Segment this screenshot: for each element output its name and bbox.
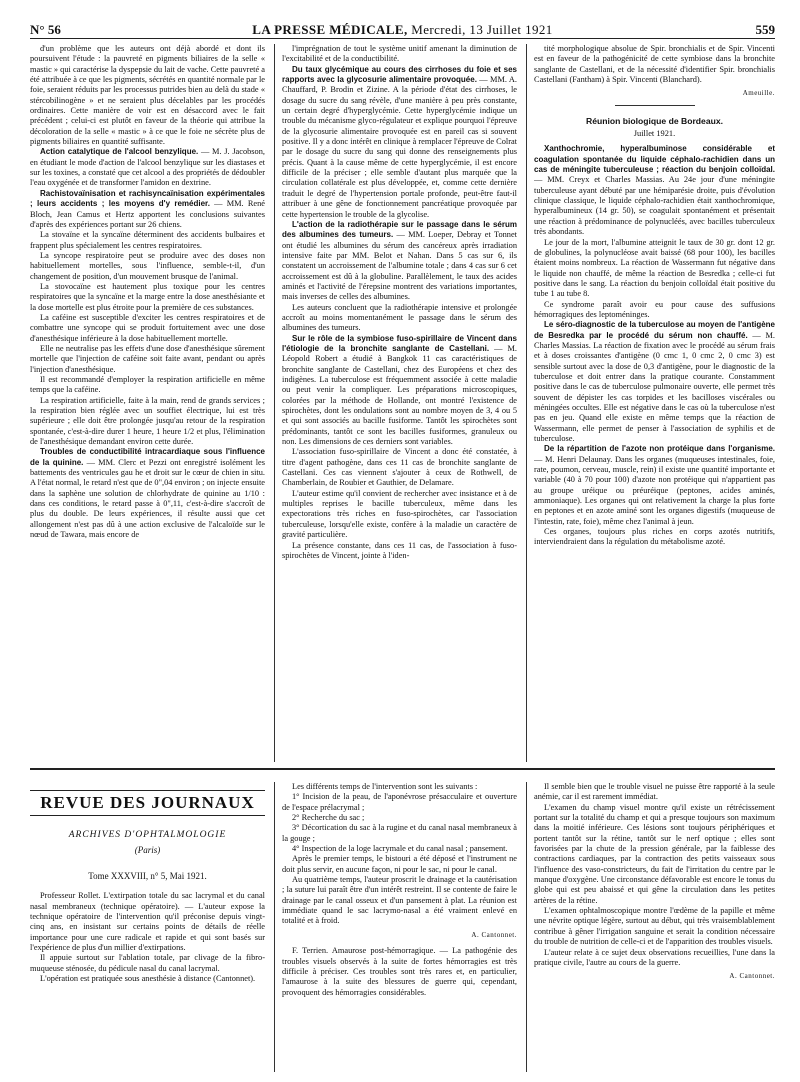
- paragraph-text: — M. Charles Massias. La réaction de fixation avec le procédé au sérum frais et à doses croissantes d'antigène (0 cmc 1, 0 cmc 2, 0 cmc 3) est sensible surtout avec la dose de 0,3 d'antigène, pour le diagnostic de la tuberculose et doit entrer dans la pratique courante. Constamment positive dans le cas de tuberculose pulmonaire ouverte, elle permet très souvent de dépister les cas torpides et les bacilloses viscérales ou méningées occultes. Elle est négative dans le cas où la tuberculose n'est pas en jeu. Quand elle existe en même temps que la réaction de Wassermann, elle permet de penser à l'association de syphilis et de tuberculose.: [534, 330, 775, 444]
- paragraph: [282, 303, 517, 334]
- paragraph-text: Après le premier temps, le bistouri a été déposé et l'instrument ne doit plus servir, en aucune façon, ni pour le sac, ni pour le canal.: [282, 854, 517, 874]
- section-rule: [30, 768, 775, 770]
- paragraph: [282, 782, 517, 792]
- paragraph-text: Elle ne neutralise pas les effets d'une dose d'anesthésique sûrement mortelle que l'injection de caféine soit faite avant, pendant ou après l'injection d'anesthésique.: [30, 343, 265, 374]
- column-6: [534, 782, 775, 1072]
- column-1: [30, 44, 265, 764]
- paragraph-text: La présence constante, dans ces 11 cas, de l'association à fuso-spirochètes de Vincent, jointe à l'iden-: [282, 540, 517, 560]
- society-title: Réunion biologique de Bordeaux.: [585, 115, 724, 126]
- column-4: [30, 782, 265, 1072]
- paragraph-heading: De la répartition de l'azote non protéique dans l'organisme.: [544, 444, 775, 454]
- paragraph-text: Les différents temps de l'intervention sont les suivants :: [292, 782, 478, 791]
- column-3: [534, 44, 775, 764]
- paragraph: [282, 489, 517, 541]
- section-separator: [615, 105, 695, 106]
- paragraph: [534, 782, 775, 803]
- paragraph-text: L'association fuso-spirillaire de Vincent a donc été constatée, à titre d'agent pathogène, dans ces 11 cas de bronchite sanglante de Castellani. Ces cas viennent s'ajouter à ceux de Rothwell, de Chamberlain, de Roubier et Gauthier, de Delamare.: [282, 447, 517, 488]
- paragraph: [534, 44, 775, 85]
- paragraph: [30, 396, 265, 448]
- page-header: [30, 10, 775, 39]
- paragraph-text: Il appuie surtout sur l'ablation totale, par clivage de la fibro-muqueuse sténosée, du pédicule nasal du canal lacrymal.: [30, 953, 265, 973]
- paragraph-text: 2° Recherche du sac ;: [292, 813, 365, 823]
- journal-title: [30, 22, 775, 38]
- paragraph-text: La syncope respiratoire peut se produire avec des doses non habituellement mortelles, sous l'influence, semble-t-il, d'un changement de position, d'un mouvement brusque de l'animal.: [30, 250, 265, 281]
- paragraph-heading: Troubles de conductibilité intracardiaque sous l'influence de la quinine.: [30, 447, 265, 467]
- paragraph-text: La stovocaïne est hautement plus toxique pour les centres respiratoires que la syncaïne et la marge entre la dose anesthésiante et la dose mortelle est plus étroite pour la première de ces substances.: [30, 281, 265, 312]
- paragraph: [30, 313, 265, 344]
- paragraph-text: — MM. Clerc et Pezzi ont enregistré isolément les battements des ventricules gau he et droit sur le cœur de chien in situ. A l'état normal, le retard n'est que de 0",04 environ ; on injecte ensuite dans la saphène une solution de chlorhydrate de quinine au 1/10 : dans ces conditions, le retard passe à 0",11, c'est-à-dire s'accroît de plus du double. De leurs expériences, il résulte aussi que cet allongement n'est pas dû à une action exclusive de l'alcaloïde sur le nœud de Tawara, mais encore de: [30, 457, 265, 540]
- column-divider: [274, 782, 275, 1072]
- paragraph-text: L'auteur estime qu'il convient de rechercher avec insistance et à de multiples reprises le bacille tuberculeux, même dans les expectorations très riches en fuso-spirochètes, car l'association tuberculeuse, lorsqu'elle existe, confère à la maladie un caractère de gravité particulière.: [282, 488, 517, 540]
- paragraph-heading: Action catalytique de l'alcool benzylique.: [40, 147, 199, 157]
- continued-article: [534, 44, 775, 85]
- paragraph-heading: Le séro-diagnostic de la tuberculose au moyen de l'antigène de Besredka par le procédé du sérum non chauffé.: [534, 320, 775, 340]
- paragraph-text: tité morphologique absolue de Spir. bronchialis et de Spir. Vincenti est en faveur de la pathogénicité de cette symbiose dans la bronchite sanglante de Castellani, et de la nécessité d'identifier Spir. bronchialis Castellani (Fantham) à Spir. Vincenti (Blanchard).: [534, 44, 775, 85]
- paragraph: [282, 813, 517, 823]
- issue-number: N° 56: [30, 22, 61, 37]
- paragraph-text: — M. Henri Delaunay. Dans les organes (muqueuses intestinales, foie, rate, poumon, cerveau, muscle, rein) il existe une quantité importante et variable (40 à 70 pour 100) d'azote non protéique qui n'appartient pas au groupe uréique ou préuréique (peptones, acides aminés, ammoniaque). Les organes qui ont relativement la charge la plus forte en peptones et en azote aminé sont les organes digestifs (muqueuse de l'intestin, rate, foie), même chez l'animal à jeun.: [534, 454, 775, 526]
- column-divider: [526, 782, 527, 1072]
- paragraph: [282, 946, 517, 998]
- paragraph: [282, 854, 517, 875]
- paragraph: [534, 906, 775, 947]
- review-text: [282, 782, 517, 927]
- paragraph-text: — MM. Creyx et Charles Massias. Au 24e jour d'une méningite tuberculeuse ayant débuté par une hémiparésie droite, puis d'évolution clinique classique, le liquide céphalo-rachidien était xanthochromique, hyperalbumineux (14 gr. 50), se coagulait spontanément et présentait une réaction à prédominance de polynucléés, avec bacilles tuberculeux très abondants.: [534, 175, 775, 237]
- paragraph: [30, 891, 265, 953]
- paragraph: [30, 953, 265, 974]
- page-number: 559: [755, 22, 775, 37]
- paragraph-text: — M. Léopold Robert a étudié à Bangkok 11 cas caractéristiques de bronchite sanglante de Castellani, chez des Européens et chez des indigènes. La tuberculose est fréquemment associée à cette maladie ou peut venir la compliquer. Les préparations microscopiques, colorées par la méthode de Hollande, ont montré l'existence de spirochètes, dont les ondulations sont au nombre moyen de 3, 4 ou 5 et qui sont associés au bacille fusiforme. Tantôt les spirochètes sont prédominants, tantôt ce sont les bacilles fusiformes, granuleux ou non. Les dimensions de ces derniers sont variables.: [282, 343, 517, 447]
- paragraph-text: La respiration artificielle, faite à la main, rend de grands services ; la respiration bien réglée avec un souffiet électrique, lui est très supérieure ; elle doit être prolongée jusqu'au retour de la respiration spontanée, c'est-à-dire durer 1 heure, 1 heure 1/2 et plus, l'élimination de l'anesthésique demandant environ cette durée.: [30, 395, 265, 447]
- paragraph: [534, 948, 775, 969]
- paragraph: [282, 541, 517, 562]
- paragraph: [282, 220, 517, 303]
- paragraph: [30, 974, 265, 984]
- paragraph: [534, 320, 775, 444]
- paragraph: [282, 447, 517, 488]
- paragraph-text: — M. J. Jacobson, en étudiant le mode d'action de l'alcool benzylique sur les diastases et sur les toxines, a constaté que cet alcool a des propriétés de dédoubler l'eau oxygénée et de transformer l'amidon en dextrine.: [30, 147, 265, 188]
- paragraph: [282, 875, 517, 927]
- paragraph-text: l'imprégnation de tout le système unitif amenant la diminution de l'excitabilité et de la conductibilité.: [282, 44, 517, 64]
- paragraph: [30, 44, 265, 147]
- paragraph-text: — MM. Loeper, Debray et Tonnet ont étudié les albumines du sérum des cancéreux après irradiation intensive faite par MM. Belot et Nahan. Dans 5 cas sur 6, ils constatent un accroissement de l'albumine totale ; dans 4 cas sur 6 cet accroissement est dû à la globuline. Parallèlement, le taux des acides aminés et l'activité de l'érepsine montrent des variations importantes, mais inverses de celles des albumines.: [282, 230, 517, 302]
- paragraph-text: — MM. René Bloch, Jean Camus et Hertz apportent les conclusions suivantes d'après des expériences portant sur 26 chiens.: [30, 199, 265, 229]
- paragraph-text: Au quatrième temps, l'auteur proscrit le drainage et la cautérisation ; la suture lui paraît être d'un intérêt restreint. Il se contente de faire le drainage par le canal osseux et d'un pansement à plat. La réunion est immédiate quand le sac lacrymo-nasal a été vraiment enlevé en totalité et à froid.: [282, 875, 517, 926]
- paragraph-text: Ce syndrome paraît avoir eu pour cause des suffusions hémorragiques des leptoméninges.: [534, 299, 775, 319]
- column-2: [282, 44, 517, 764]
- paragraph-heading: Du taux glycémique au cours des cirrhoses du foie et ses rapports avec la glycosurie alimentaire provoquée.: [282, 64, 517, 85]
- column-5: [282, 782, 517, 1072]
- paragraph-text: Le jour de la mort, l'albumine atteignit le taux de 30 gr. dont 12 gr. de globulines, la polynucléose avait baissé (68 pour 100), les bacilles étaient moins nombreux. La réaction de Wassermann fut négative dans le liquide non chauffé, de même la réaction de Besredka ; celle-ci fut positive dans le sang. La réaction du benjoin colloïdal était positive du tube 1 au tube 8.: [534, 237, 775, 299]
- paragraph-text: L'examen du champ visuel montre qu'il existe un rétrécissement portant sur la totalité du champ et qui a presque toujours son maximum dans la moitié inférieure. Ces lésions sont toujours périphériques et portent tantôt sur la rétine, tantôt sur le nerf optique ; elles sont favorisées par la chute de la pression générale, par la faiblesse des contractions cardiaques, par la contraction des petits vaisseaux sous l'influence des vaso-constricteurs, du fait de l'irritation du centre par le manque d'oxygène. Une circonstance défavorable est encore le tonus du globe qui est peu abaissé et qui gêne la circulation dans les petites artères de la rétine.: [534, 802, 775, 905]
- paragraph-text: 3° Décortication du sac à la rugine et du canal nasal membraneux à la gouge ;: [282, 823, 517, 843]
- paragraph-text: Il semble bien que le trouble visuel ne puisse être rapporté à la seule anémie, car il est rarement immédiat.: [534, 782, 775, 802]
- paragraph: [282, 334, 517, 448]
- revue-title: REVUE DES JOURNAUX: [30, 790, 265, 816]
- journal-section-title: ARCHIVES D'OPHTALMOLOGIE: [68, 830, 227, 841]
- paragraph: [30, 344, 265, 375]
- paragraph: [534, 144, 775, 237]
- journal-name: LA PRESSE MÉDICALE,: [252, 22, 408, 37]
- paragraph: [534, 803, 775, 906]
- author-signature: A. Cantonnet.: [729, 972, 775, 981]
- paragraph: [30, 251, 265, 282]
- review-text: [534, 782, 775, 968]
- society-date: Juillet 1921.: [633, 129, 676, 139]
- paragraph: [282, 44, 517, 65]
- paragraph: [282, 823, 517, 844]
- paragraph: [282, 65, 517, 220]
- paragraph: [534, 444, 775, 527]
- paragraph-text: Professeur Rollet. L'extirpation totale du sac lacrymal et du canal nasal membraneux (technique opératoire). — L'auteur expose la technique opératoire de l'intervention qu'il préconise depuis vingt-cinq ans, en insistant sur certains points de détails de réelle importance pour une cure radicale et rapide et qui sont basés sur l'expérience de plus d'un millier d'extirpations.: [30, 891, 265, 953]
- paragraph-text: Ces organes, toujours plus riches en corps azotés nutritifs, interviendraient dans la régulation du métabolisme azoté.: [534, 527, 775, 547]
- paragraph: [30, 375, 265, 396]
- paragraph: [282, 844, 517, 854]
- paragraph-text: Il est recommandé d'employer la respiration artificielle en même temps que la caféine.: [30, 375, 265, 395]
- paragraph: [30, 189, 265, 230]
- paragraph-text: d'un problème que les auteurs ont déjà abordé et dont ils poursuivent l'étude : la pauvreté en pigments biliaires de la selle « mastic » qui caractérise la dyspepsie du lait de vache. Cette pauvreté a été attribuée à ce que les pigments, sécrétés en quantité normale par le foie, seraient réduits par les processus putrides bien au delà du stade « stércobilinogène » et ne seraient plus décelables par les procédés ordinaires. Cette manière de voir est en désaccord avec le fait précédent ; celui-ci est plutôt en faveur de la théorie qui attribue la décoloration de la selle « mastic » à ce que le foie ne sécrète plus de pigments biliaires en quantité suffisante.: [30, 44, 265, 147]
- paragraph: [282, 792, 517, 813]
- paragraph-text: — MM. A. Chauffard, P. Brodin et Zizine. A la période d'état des cirrhoses, le dosage du sucre du sang révèle, d'une manière à peu près constante, un certain degré d'hyperglycémie. Cette hyperglycémie indique un trouble du mécanisme glyco-régulateur et explique pourquoi l'épreuve de la glycosurie alimentaire provoquée est en pareil cas si souvent positive. Il y a donc intérêt en clinique à remplacer l'épreuve de Colrat par le dosage du sucre du sang qui donne des renseignements plus précis. Quant à la cause même de cette hyperglycémie, il est encore difficile de la préciser ; elle semble d'autant plus marquée que la circulation collatérale est plus développée, et, comme cette dernière traduit le degré de l'hypertension portale profonde, peut-être faut-il attribuer à une gêne de fonctionnement pancréatique provoquée par cette hypertension le trouble de la glycolise.: [282, 75, 517, 219]
- paragraph-text: La caféine est susceptible d'exciter les centres respiratoires et de combattre une syncope qui se produit fortuitement avec une dose d'anesthésique inférieure à la dose habituellement mortelle.: [30, 312, 265, 343]
- journal-volume: Tome XXXVIII, n° 5, Mai 1921.: [88, 871, 207, 882]
- paragraph-text: 4° Inspection de la loge lacrymale et du canal nasal ; pansement.: [292, 844, 508, 854]
- paragraph-text: F. Terrien. Amaurose post-hémorragique. — La pathogénie des troubles visuels observés à la suite de fortes hémorragies est très difficile à préciser. Ces troubles sont très rares et, en particulier, l'amaurose à la suite des blessures de guerre qui, cependant, provoquent des hémorragies considérables.: [282, 946, 517, 997]
- journal-city: (Paris): [134, 844, 161, 855]
- newspaper-page: [30, 10, 775, 1075]
- paragraph-text: 1° Incision de la peau, de l'aponévrose présacculaire et ouverture de l'espace prélacrymal ;: [282, 792, 517, 812]
- paragraph-heading: Sur le rôle de la symbiose fuso-spirillaire de Vincent dans l'étiologie de la bronchite sanglante de Castellani.: [282, 333, 517, 353]
- review-text: [282, 946, 517, 998]
- paragraph: [30, 282, 265, 313]
- column-divider: [526, 44, 527, 762]
- column-divider: [274, 44, 275, 762]
- review-text: [30, 891, 265, 984]
- paragraph: [30, 147, 265, 188]
- society-reports: [534, 144, 775, 547]
- paragraph-heading: L'action de la radiothérapie sur le passage dans le sérum des albumines des tumeurs.: [282, 219, 517, 240]
- paragraph-heading: Rachistovaïnisation et rachisyncaïnisation expérimentales ; leurs accidents ; les moyens d'y remédier.: [30, 188, 265, 209]
- paragraph-text: La stovaïne et la syncaïne déterminent des accidents bulbaires et frappent plus spécialement les centres respiratoires.: [30, 230, 265, 250]
- paragraph: [534, 300, 775, 321]
- paragraph: [30, 447, 265, 540]
- paragraph: [534, 238, 775, 300]
- paragraph: [534, 527, 775, 548]
- author-signature: A. Cantonnet.: [471, 930, 517, 939]
- paragraph-text: L'auteur relate à ce sujet deux observations recueillies, l'une dans la pratique civile, l'autre au cours de la guerre.: [534, 947, 775, 967]
- paragraph-heading: Xanthochromie, hyperalbuminose considérable et coagulation spontanée du liquide céphalo-rachidien dans un cas de méningite tuberculeuse ; réaction du benjoin colloïdal.: [534, 144, 775, 175]
- paragraph: [30, 230, 265, 251]
- paragraph-text: L'opération est pratiquée sous anesthésie à distance (Cantonnet).: [40, 974, 256, 984]
- paragraph-text: Les auteurs concluent que la radiothérapie intensive et prolongée accroît au moins momentanément le passage dans le sérum des albumines des tumeurs.: [282, 302, 517, 333]
- issue-date: Mercredi, 13 Juillet 1921: [407, 22, 553, 37]
- author-signature: Ameuille.: [742, 89, 775, 98]
- paragraph-text: L'examen ophtalmoscopique montre l'œdème de la papille et même une névrite optique légère, surtout au début, qui très vraisemblablement contribue à gêner l'irrigation sanguine et serait la condition nécessaire du trouble de nutrition de celle-ci et de l'apparition des troubles visuels.: [534, 906, 775, 947]
